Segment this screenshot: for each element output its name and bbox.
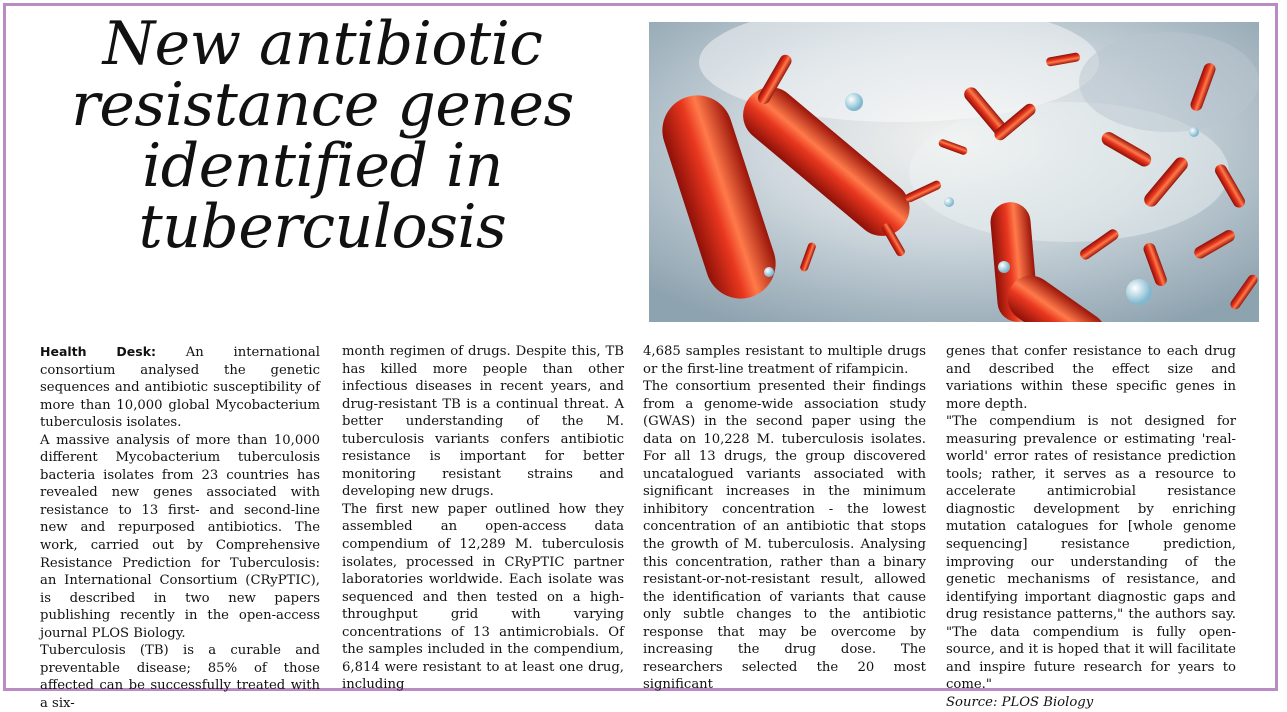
bacteria-illustration (649, 22, 1259, 322)
headline-line: New antibiotic (102, 9, 543, 79)
headline-line: resistance genes (71, 70, 574, 140)
article-column-3 (643, 343, 926, 694)
headline (20, 9, 625, 262)
article-column-2 (342, 343, 624, 694)
kicker: Health Desk: (40, 344, 157, 359)
headline-line: identified in (142, 131, 503, 201)
paragraph: genes that confer resistance to each drug and described the effect size and variations within these specific genes in more depth. (946, 344, 1236, 412)
paragraph-text: An international consortium analysed the genetic sequences and antibiotic susceptibility of more than 10,000 global Mycobacterium tuberculosis isolates. (40, 345, 320, 431)
paragraph (40, 343, 320, 432)
article-column-4 (946, 343, 1236, 711)
paragraph: The consortium presented their findings from a genome-wide association study (GWAS) in the second paper using the data on 10,228 M. tuberculosis isolates. For all 13 drugs, the group discovered uncatalogued variants associated with significant increases in the minimum inhibitory concentration - the lowest concentration of an antibiotic that stops the growth of M. tuberculosis. Analysing this concentration, rather than a binary resistant-or-not-resistant result, allowed the identification of variants that cause only subtle changes to the antibiotic response that may be overcome by increasing the drug dose. The researchers selected the 20 most significant (643, 379, 926, 693)
paragraph: The first new paper outlined how they assembled an open-access data compendium of 12,289 M. tuberculosis isolates, processed in CRyPTIC partner laboratories worldwide. Each isolate was sequenced and then tested on a high-throughput grid with varying concentrations of 13 antimicrobials. Of the samples included in the compendium, 6,814 were resistant to at least one drug, including (342, 501, 624, 693)
paragraph: Tuberculosis (TB) is a curable and preventable disease; 85% of those affected can be successfully treated with a six- (40, 643, 320, 711)
paragraph: 4,685 samples resistant to multiple drugs or the first-line treatment of rifampicin. (643, 344, 926, 377)
article-column-1 (40, 343, 320, 712)
headline-line: tuberculosis (138, 192, 507, 262)
source-credit: Source: PLOS Biology (946, 694, 1094, 710)
paragraph: A massive analysis of more than 10,000 different Mycobacterium tuberculosis bacteria isolates from 23 countries has revealed new genes associated with resistance to 13 first- and second-line new and repurposed antibiotics. The work, carried out by Comprehensive Resistance Prediction for Tuberculosis: an International Consortium (CRyPTIC), is described in two new papers publishing recently in the open-access journal PLOS Biology. (40, 432, 320, 641)
paragraph: month regimen of drugs. Despite this, TB has killed more people than other infectious diseases in recent years, and drug-resistant TB is a continual threat. A better understanding of the M. tuberculosis variants confers antibiotic resistance is important for better monitoring resistant strains and developing new drugs. (342, 344, 624, 500)
paragraph: "The compendium is not designed for measuring prevalence or estimating 'real-world' error rates of resistance prediction tools; rather, it serves as a resource to accelerate antimicrobial resistance diagnostic development by enriching mutation catalogues for [whole genome sequencing] resistance prediction, improving our understanding of the genetic mechanisms of resistance, and identifying important diagnostic gaps and drug resistance patterns," the authors say. "The data compendium is fully open-source, and it is hoped that it will facilitate and inspire future research for years to come." (946, 414, 1236, 693)
